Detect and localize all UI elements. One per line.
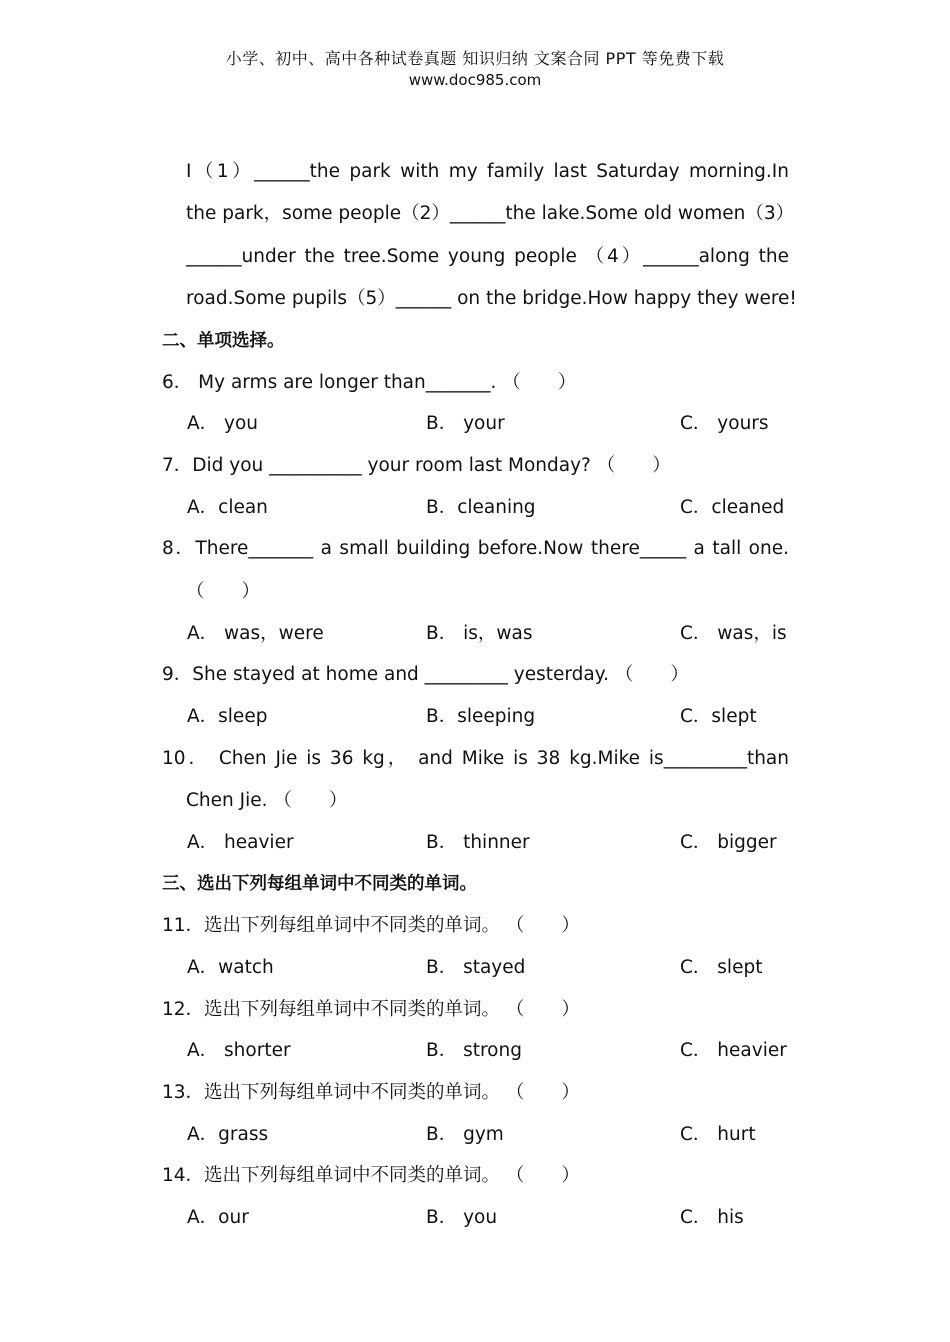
option-b: B． your <box>426 413 505 434</box>
question-continuation: Chen Jie. （ ） <box>186 790 348 811</box>
option-c: C． heavier <box>680 1040 787 1061</box>
option-b: B． strong <box>426 1040 522 1061</box>
question-text: 9．She stayed at home and _________ yesterday. （ ） <box>162 664 689 685</box>
question-text: 6． My arms are longer than_______. （ ） <box>162 372 577 393</box>
option-c: C． yours <box>680 413 769 434</box>
option-c: C． bigger <box>680 832 777 853</box>
option-a: A．clean <box>187 497 268 518</box>
option-c: C． slept <box>680 957 763 978</box>
option-a: A．grass <box>187 1124 269 1145</box>
option-a: A． heavier <box>187 832 294 853</box>
option-a: A．sleep <box>187 706 268 727</box>
question-text: 7．Did you __________ your room last Monday? （ ） <box>162 455 671 476</box>
option-c: C． hurt <box>680 1124 756 1145</box>
header-title: 小学、初中、高中各种试卷真题 知识归纳 文案合同 PPT 等免费下载 <box>225 49 725 68</box>
option-b: B． thinner <box>426 832 530 853</box>
question-text: 10． Chen Jie is 36 kg， and Mike is 38 kg.Mike is_________than <box>162 748 789 769</box>
option-c: C．cleaned <box>680 497 785 518</box>
option-b: B．cleaning <box>426 497 536 518</box>
option-b: B．sleeping <box>426 706 536 727</box>
passage-line: the park，some people（2）______the lake.Some old women（3） <box>186 203 795 224</box>
option-c: C． his <box>680 1207 744 1228</box>
passage-line: road.Some pupils（5）______ on the bridge.How happy they were! <box>186 288 797 309</box>
option-c: C． was，is <box>680 623 787 644</box>
question-continuation: （ ） <box>186 581 261 602</box>
question-text: 8．There_______ a small building before.Now there_____ a tall one. <box>162 538 789 559</box>
question-text: 11．选出下列每组单词中不同类的单词。 （ ） <box>162 915 580 936</box>
option-a: A． you <box>187 413 259 434</box>
question-text: 13．选出下列每组单词中不同类的单词。 （ ） <box>162 1082 580 1103</box>
option-a: A．our <box>187 1207 249 1228</box>
option-a: A．watch <box>187 957 274 978</box>
option-b: B． stayed <box>426 957 526 978</box>
section-title: 二、单项选择。 <box>162 331 285 351</box>
option-b: B． is，was <box>426 623 533 644</box>
header-url: www.doc985.com <box>408 71 542 89</box>
option-b: B． gym <box>426 1124 504 1145</box>
option-a: A． shorter <box>187 1040 291 1061</box>
option-c: C．slept <box>680 706 757 727</box>
question-text: 14．选出下列每组单词中不同类的单词。 （ ） <box>162 1165 580 1186</box>
passage-line: I（1）______the park with my family last Saturday morning.In <box>186 161 789 182</box>
passage-line: ______under the tree.Some young people （4）______along the <box>186 246 789 267</box>
option-a: A． was，were <box>187 623 324 644</box>
question-text: 12．选出下列每组单词中不同类的单词。 （ ） <box>162 999 580 1020</box>
option-b: B． you <box>426 1207 498 1228</box>
section-title: 三、选出下列每组单词中不同类的单词。 <box>162 874 477 894</box>
